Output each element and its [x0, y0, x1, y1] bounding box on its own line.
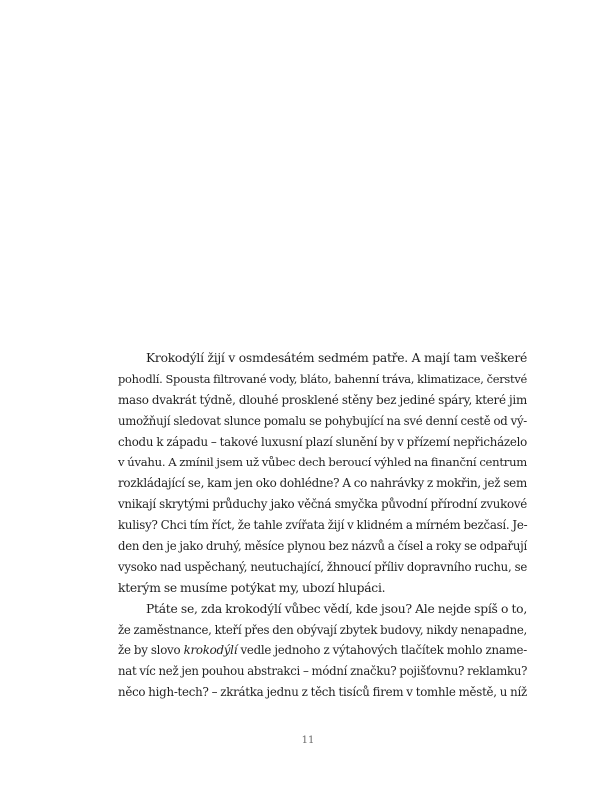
- text-line: Ptáte se, zda krokodýlí vůbec vědí, kde jsou? Ale nejde spíš o to,: [146, 601, 527, 616]
- text-line: chodu k západu – takové luxusní plazí slunění by v přízemí nepřicházelo: [118, 434, 527, 449]
- text-line: vysoko nad uspěchaný, neutuchající, žhnoucí příliv dopravního ruchu, se: [118, 559, 527, 574]
- text-line: že zaměstnance, kteří přes den obývají zbytek budovy, nikdy nenapadne,: [118, 622, 527, 637]
- page-number: 11: [301, 735, 315, 746]
- text-line: vnikají skrytými průduchy jako věčná smyčka původní přírodní zvukové: [118, 497, 527, 512]
- text-line: umožňují sledovat slunce pomalu se pohybující na své denní cestě od vý-: [118, 413, 527, 428]
- text-line: rozkládající se, kam jen oko dohlédne? A co nahrávky z mokřin, jež sem: [118, 476, 527, 491]
- text-line: den den je jako druhý, měsíce plynou bez názvů a čísel a roky se odpařují: [118, 539, 527, 554]
- text-line: něco high-tech? – zkrátka jednu z těch tisíců firem v tomhle městě, u níž: [118, 685, 527, 700]
- text-line: že by slovo krokodýlí vedle jednoho z výtahových tlačítek mohlo zname-: [118, 643, 528, 658]
- text-line: maso dvakrát týdně, dlouhé prosklené stěny bez jediné spáry, které jim: [118, 392, 527, 407]
- text-line: v úvahu. A zmínil jsem už vůbec dech beroucí výhled na finanční centrum: [118, 455, 528, 470]
- text-line: kterým se musíme potýkat my, ubozí hlupáci.: [118, 580, 386, 595]
- text-line: Krokodýlí žijí v osmdesátém sedmém patře. A mají tam veškeré: [146, 351, 527, 365]
- text-line: kulisy? Chci tím říct, že tahle zvířata žijí v klidném a mírném bezčasí. Je-: [118, 518, 528, 533]
- body-text: [118, 348, 527, 703]
- text-line: nat víc než jen pouhou abstrakci – módní značku? pojišťovnu? reklamku?: [118, 664, 528, 679]
- text-line: pohodlí. Spousta filtrované vody, bláto, bahenní tráva, klimatizace, čerstvé: [118, 371, 527, 386]
